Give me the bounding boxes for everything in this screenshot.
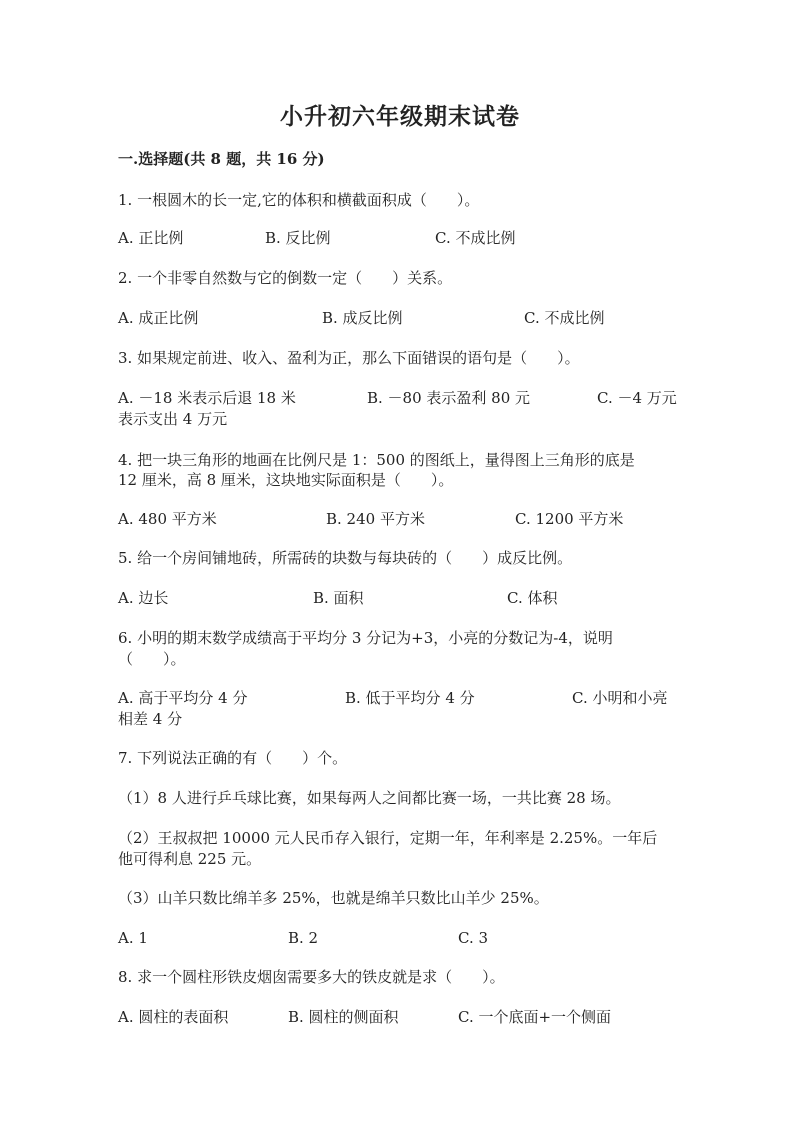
- question-8-option-b: B. 圆柱的侧面积: [288, 1008, 399, 1026]
- question-3-option-c-wrap: 表示支出 4 万元: [118, 410, 228, 428]
- question-3-option-a: A. －18 米表示后退 18 米: [118, 389, 296, 407]
- question-6-text-line-2: （ ）。: [118, 650, 186, 668]
- question-4-option-a: A. 480 平方米: [118, 510, 217, 528]
- question-7-statement-2-line-1: （2）王叔叔把 10000 元人民币存入银行，定期一年，年利率是 2.25%。一年后: [118, 829, 658, 847]
- question-2-option-a: A. 成正比例: [118, 309, 199, 327]
- question-7-statement-3: （3）山羊只数比绵羊多 25%，也就是绵羊只数比山羊少 25%。: [118, 889, 549, 907]
- question-6-option-a: A. 高于平均分 4 分: [118, 689, 248, 707]
- question-6-option-b: B. 低于平均分 4 分: [345, 689, 475, 707]
- question-1-option-b: B. 反比例: [265, 229, 331, 247]
- question-6-option-c-wrap: 相差 4 分: [118, 710, 183, 728]
- page-title: 小升初六年级期末试卷: [280, 103, 520, 130]
- question-4-text-line-1: 4. 把一块三角形的地画在比例尺是 1：500 的图纸上，量得图上三角形的底是: [118, 451, 635, 469]
- question-8-option-c: C. 一个底面+一个侧面: [458, 1008, 612, 1026]
- question-7-statement-1: （1）8 人进行乒乓球比赛，如果每两人之间都比赛一场，一共比赛 28 场。: [118, 789, 621, 807]
- question-8-option-a: A. 圆柱的表面积: [118, 1008, 229, 1026]
- question-5-option-c: C. 体积: [507, 589, 558, 607]
- question-7-option-a: A. 1: [118, 929, 148, 947]
- question-1-text: 1. 一根圆木的长一定,它的体积和横截面积成（ ）。: [118, 191, 480, 209]
- question-6-option-c: C. 小明和小亮: [572, 689, 668, 707]
- question-5-text: 5. 给一个房间铺地砖，所需砖的块数与每块砖的（ ）成反比例。: [118, 549, 573, 567]
- question-5-option-b: B. 面积: [313, 589, 364, 607]
- question-7-text: 7. 下列说法正确的有（ ）个。: [118, 749, 348, 767]
- question-7-statement-2-line-2: 他可得利息 225 元。: [118, 850, 262, 868]
- question-7-option-c: C. 3: [458, 929, 489, 947]
- question-3-text: 3. 如果规定前进、收入、盈利为正，那么下面错误的语句是（ ）。: [118, 349, 580, 367]
- question-5-option-a: A. 边长: [118, 589, 169, 607]
- question-6-text-line-1: 6. 小明的期末数学成绩高于平均分 3 分记为+3，小亮的分数记为-4，说明: [118, 629, 613, 647]
- question-8-text: 8. 求一个圆柱形铁皮烟囱需要多大的铁皮就是求（ ）。: [118, 968, 505, 986]
- question-4-text-line-2: 12 厘米，高 8 厘米，这块地实际面积是（ ）。: [118, 471, 454, 489]
- question-2-option-b: B. 成反比例: [322, 309, 403, 327]
- question-4-option-b: B. 240 平方米: [326, 510, 425, 528]
- question-7-option-b: B. 2: [288, 929, 319, 947]
- section-heading: 一.选择题(共 8 题，共 16 分): [118, 150, 325, 168]
- question-1-option-a: A. 正比例: [118, 229, 184, 247]
- question-4-option-c: C. 1200 平方米: [515, 510, 624, 528]
- question-3-option-b: B. －80 表示盈利 80 元: [367, 389, 531, 407]
- question-2-option-c: C. 不成比例: [524, 309, 605, 327]
- question-3-option-c: C. －4 万元: [597, 389, 677, 407]
- question-2-text: 2. 一个非零自然数与它的倒数一定（ ）关系。: [118, 269, 453, 287]
- question-1-option-c: C. 不成比例: [435, 229, 516, 247]
